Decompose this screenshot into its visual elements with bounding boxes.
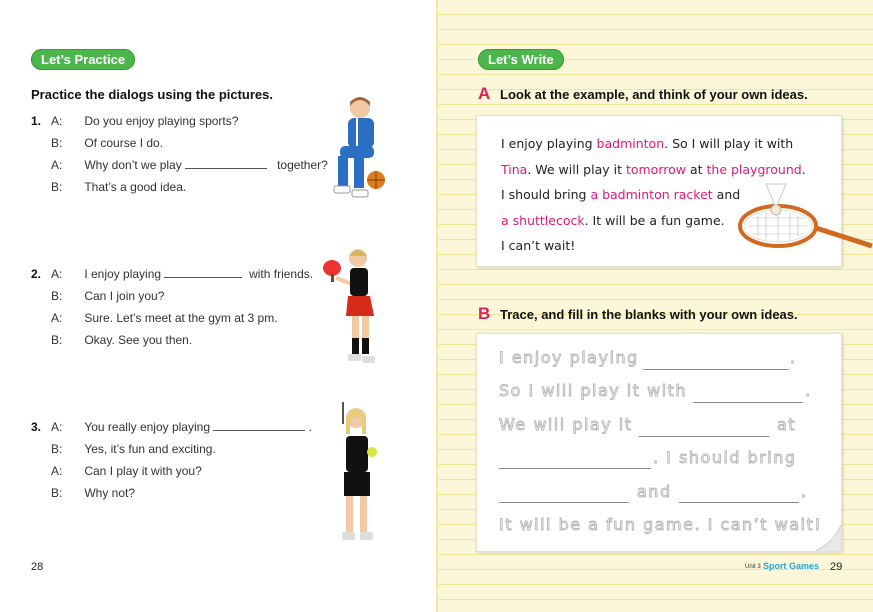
blank [499, 501, 629, 503]
trace-line-2-end: . [805, 381, 812, 400]
trace-line-3: We will play it [499, 415, 633, 434]
section-b-letter: B [478, 304, 491, 323]
section-b-instruction: Trace, and fill in the blanks with your own ideas. [500, 307, 798, 322]
blank [185, 158, 267, 169]
dialog-1-line-2: B: Of course I do. [51, 136, 164, 150]
dialog-3-line-3: A: Can I play it with you? [51, 464, 202, 478]
footer-title: Sport Games [763, 561, 820, 571]
example-line-1: I enjoy playing badminton. So I will play it with [501, 136, 794, 151]
dialog-1-line-1: A: Do you enjoy playing sports? [51, 114, 239, 128]
example-line-2: Tina. We will play it tomorrow at the playground. [501, 162, 806, 177]
page-number-right: 29 [830, 561, 843, 573]
trace-box [476, 333, 842, 552]
page-curl-icon [815, 525, 841, 551]
blank [679, 501, 799, 503]
boy-basketball-picture [326, 96, 392, 208]
dialog-3-number: 3. [31, 420, 42, 434]
dialog-1-number: 1. [31, 114, 42, 128]
dialog-3-line-2: B: Yes, it’s fun and exciting. [51, 442, 216, 456]
dialog-2-line-1: A: I enjoy playing with friends. [51, 267, 314, 281]
dialog-3-line-4: B: Why not? [51, 486, 136, 500]
girl-ping-pong-picture [322, 244, 392, 374]
left-page [0, 0, 436, 612]
blank [643, 368, 789, 370]
practice-instruction: Practice the dialogs using the pictures. [31, 87, 274, 102]
lets-practice-badge: Let’s Practice [31, 49, 135, 70]
page-number-left: 28 [31, 561, 44, 573]
trace-line-5: and [637, 482, 672, 501]
dialog-2-line-3: A: Sure. Let’s meet at the gym at 3 pm. [51, 311, 278, 325]
dialog-1-line-3: A: Why don’t we play together? [51, 158, 328, 172]
trace-line-3-end: at [777, 415, 797, 434]
trace-line-1-end: . [790, 348, 797, 367]
right-page [436, 0, 873, 612]
badminton-racket-picture [736, 180, 873, 255]
blank [693, 401, 803, 403]
trace-line-5-end: . [801, 482, 808, 501]
trace-line-2: So I will play it with [499, 381, 688, 400]
blank [499, 467, 651, 469]
example-line-5: I can’t wait! [501, 238, 576, 253]
footer-unit: Unit 3 [745, 564, 761, 570]
dialog-2-line-2: B: Can I join you? [51, 289, 165, 303]
blank [164, 267, 242, 278]
dialog-1-line-4: B: That’s a good idea. [51, 180, 187, 194]
notebook-margin [436, 0, 438, 612]
blank [639, 435, 769, 437]
dialog-2-line-4: B: Okay. See you then. [51, 333, 193, 347]
example-line-4: a shuttlecock. It will be a fun game. [501, 213, 725, 228]
section-a-instruction: Look at the example, and think of your own ideas. [500, 87, 808, 102]
girl-tennis-picture [324, 400, 388, 552]
dialog-2-number: 2. [31, 267, 42, 281]
lets-write-badge: Let’s Write [478, 49, 564, 70]
section-a-letter: A [478, 84, 491, 103]
trace-line-6: It will be a fun game. I can’t wait! [499, 515, 823, 534]
blank [213, 420, 305, 431]
example-line-3: I should bring a badminton racket and [501, 187, 741, 202]
trace-line-1: I enjoy playing [499, 348, 639, 367]
dialog-3-line-1: A: You really enjoy playing . [51, 420, 313, 434]
trace-line-4: . I should bring [653, 448, 797, 467]
